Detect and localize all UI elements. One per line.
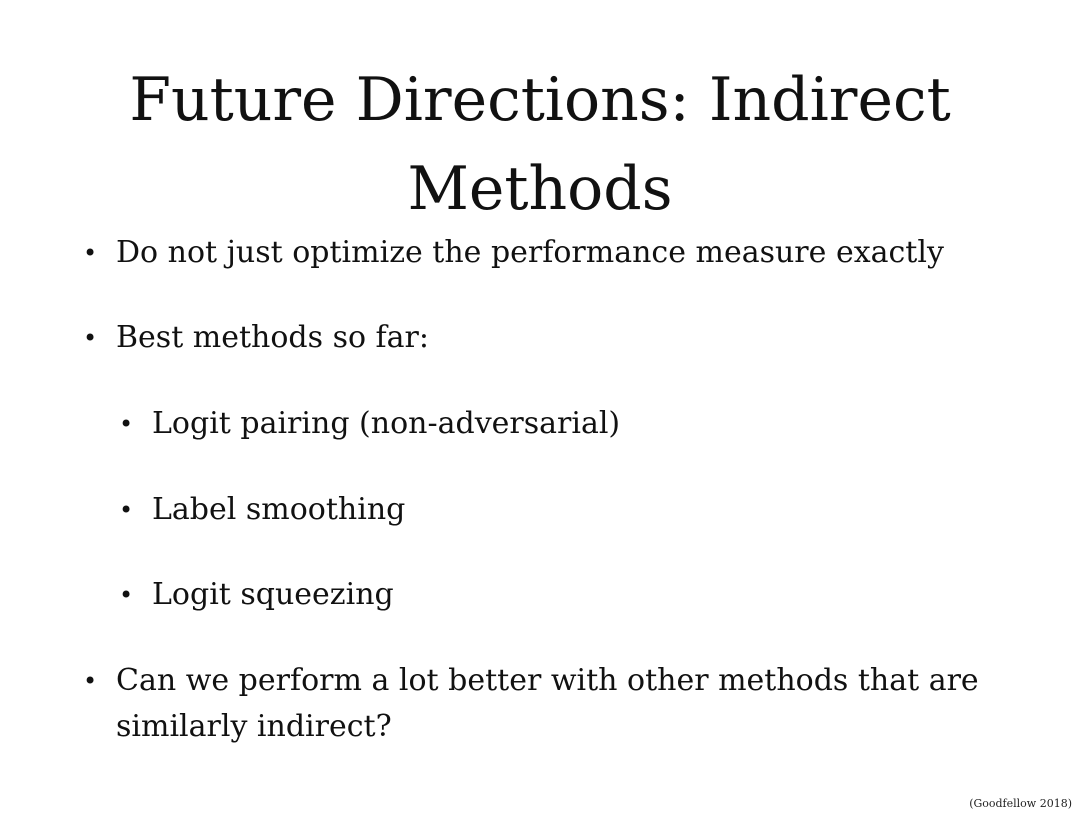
sub-bullet-text: Logit pairing (non-adversarial) — [152, 406, 621, 441]
bullet-point-icon: • — [83, 324, 98, 352]
bullet-item — [83, 658, 996, 750]
bullet-point-icon: • — [119, 581, 134, 609]
bullet-item — [83, 230, 996, 276]
bullet-point-icon: • — [83, 667, 98, 695]
bullet-text: Can we perform a lot better with other methods that are similarly indirect? — [116, 663, 979, 744]
bullet-item — [83, 315, 996, 361]
sub-bullet-item — [119, 487, 992, 533]
sub-bullet-item — [119, 572, 992, 618]
bullet-text: Do not just optimize the performance measure exactly — [116, 235, 944, 270]
bullet-text: Best methods so far: — [116, 320, 429, 355]
sub-bullet-item — [119, 401, 992, 447]
bullet-point-icon: • — [119, 496, 134, 524]
sub-bullet-text: Label smoothing — [152, 492, 406, 527]
slide-title: Future Directions: Indirect Methods — [129, 65, 951, 224]
sub-bullet-text: Logit squeezing — [152, 577, 394, 612]
bullet-point-icon: • — [83, 239, 98, 267]
bullet-point-icon: • — [119, 410, 134, 438]
citation: (Goodfellow 2018) — [969, 797, 1072, 810]
